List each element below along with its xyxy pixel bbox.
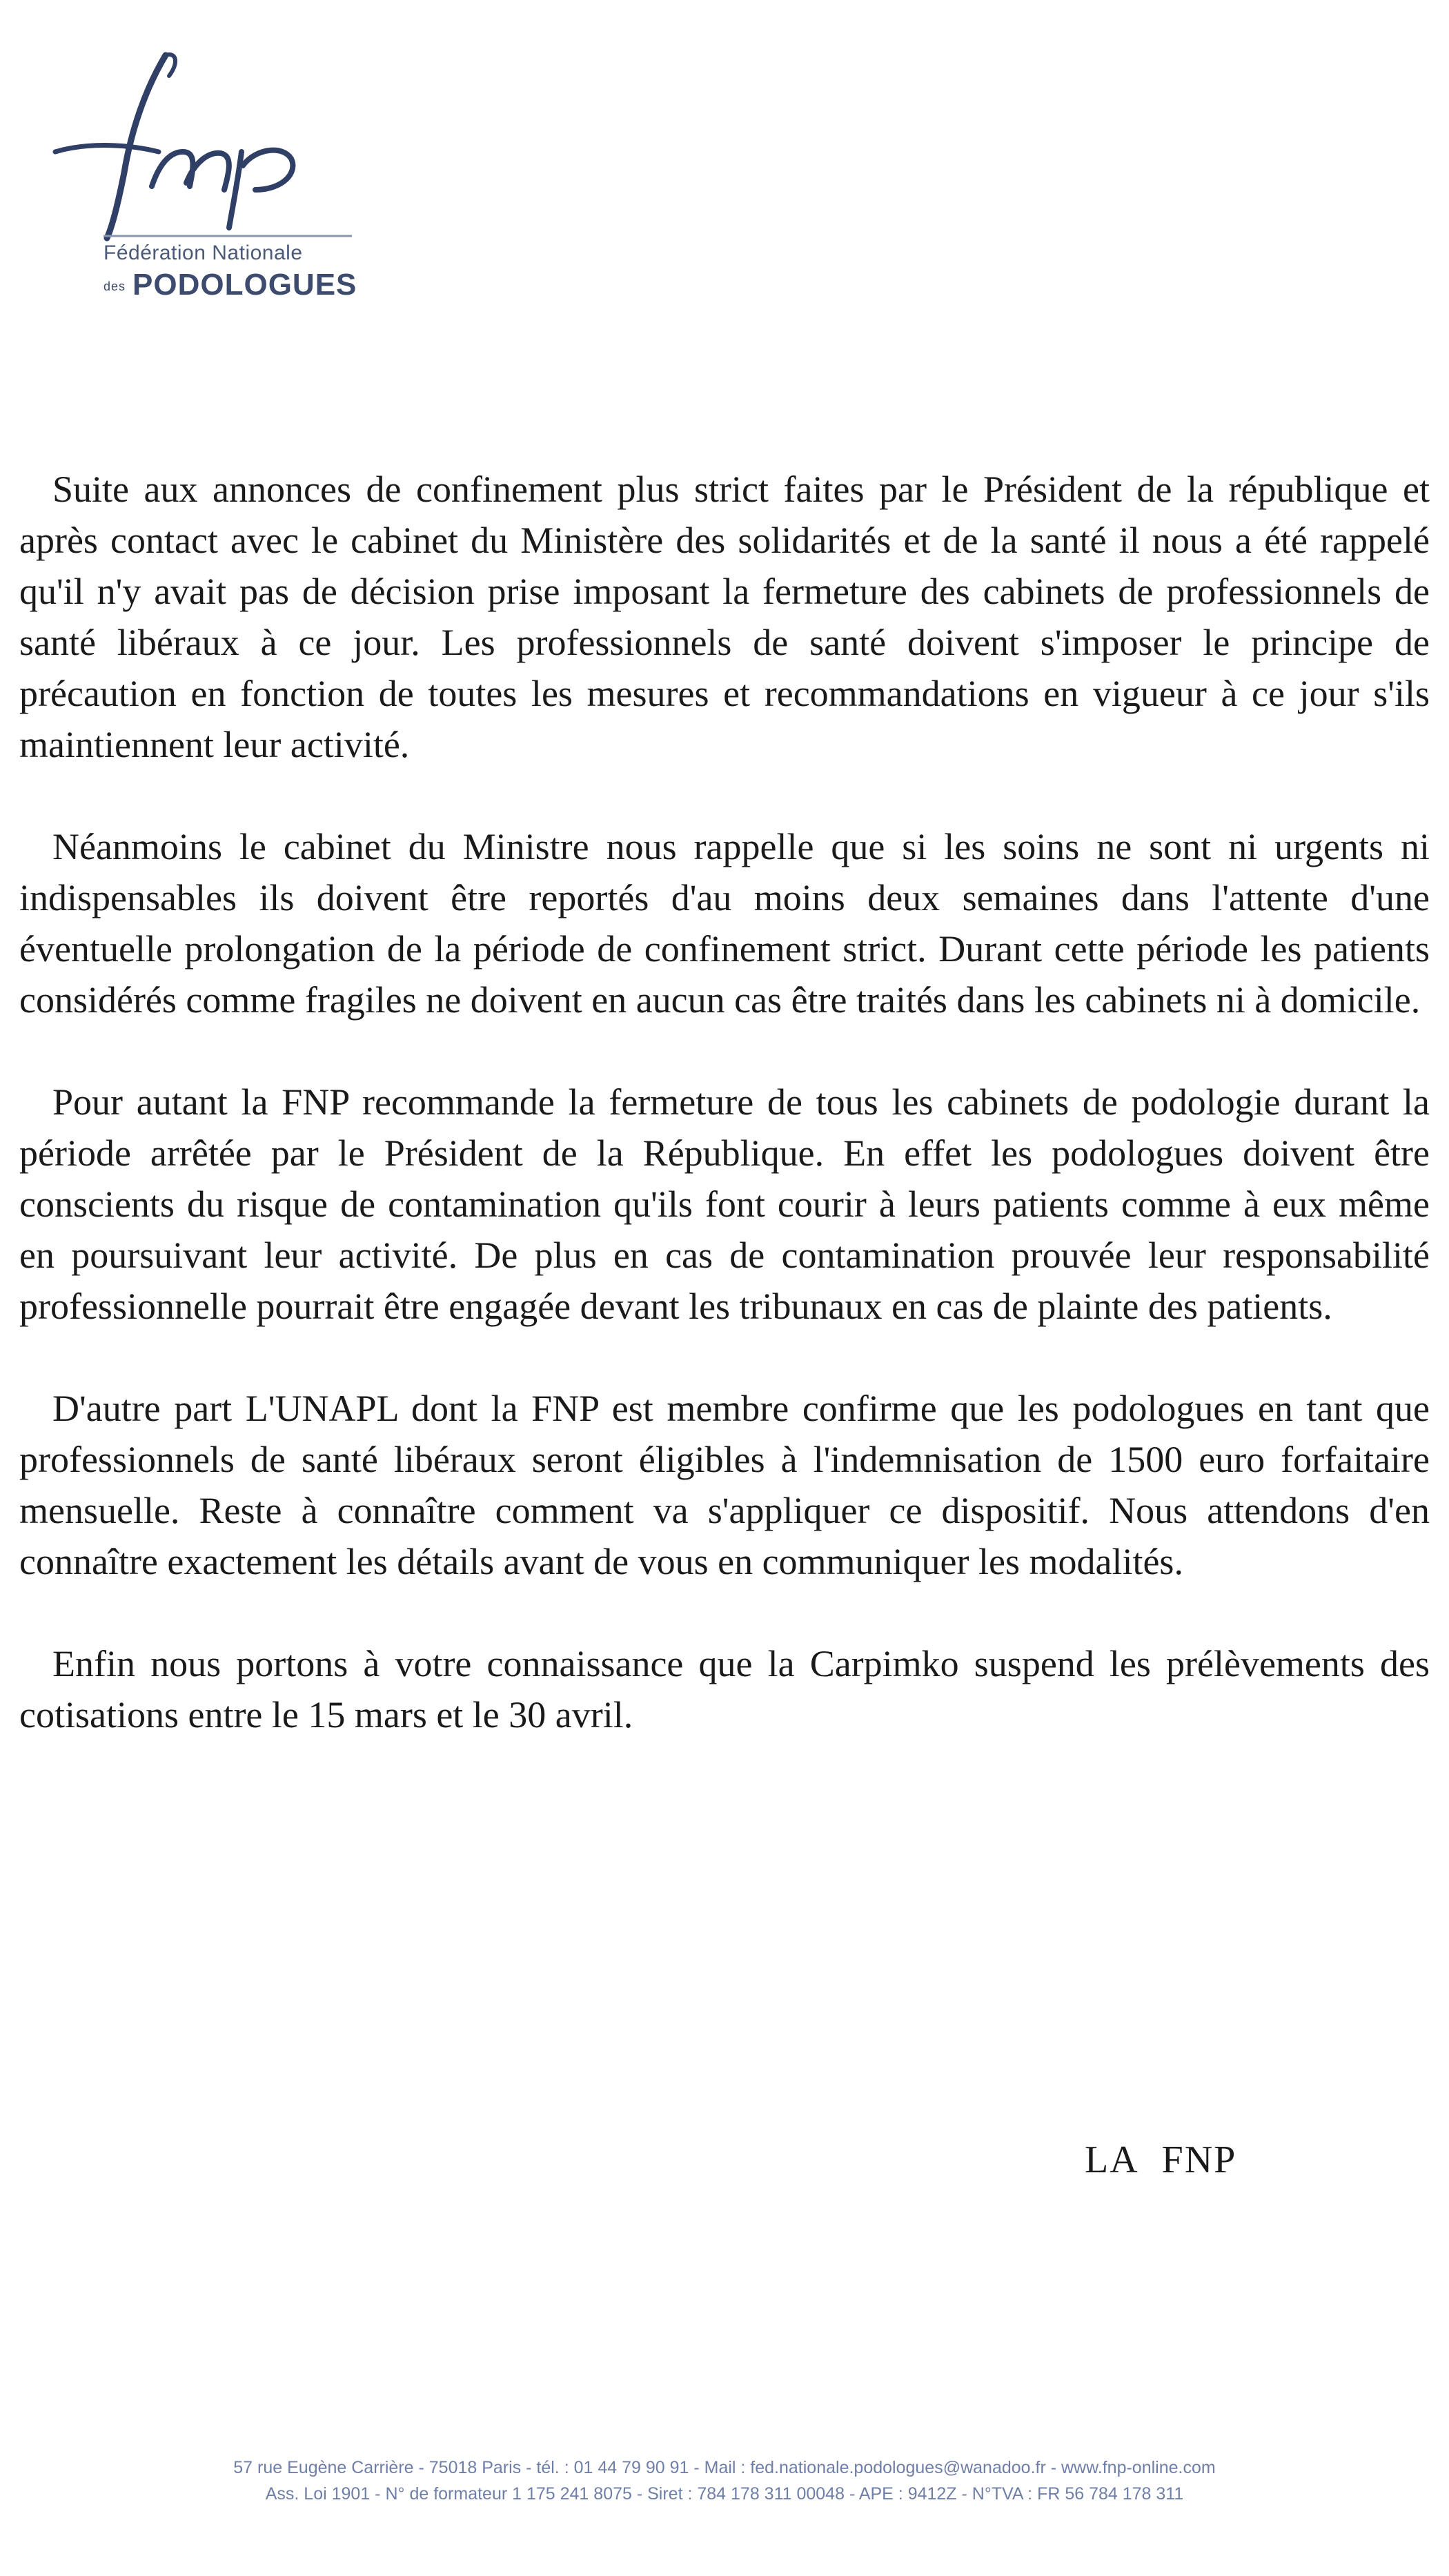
- signature: LA FNP: [1085, 2139, 1237, 2181]
- footer-legal: Ass. Loi 1901 - N° de formateur 1 175 241 8075 - Siret : 784 178 311 00048 - APE : 9412Z - N°TVA : FR 56 784 178 311: [265, 2484, 1184, 2504]
- logo-prefix: des: [103, 279, 126, 293]
- paragraph-2: Néanmoins le cabinet du Ministre nous rappelle que si les soins ne sont ni urgents ni indispensables ils doivent être reportés d'au moins deux semaines dans l'attente d'une éventuelle prolongation de la période de confinement strict. Durant cette période les patients considérés comme fragiles ne doivent en aucun cas être traités dans les cabinets ni à domicile.: [19, 826, 1430, 1021]
- footer-address: 57 rue Eugène Carrière - 75018 Paris - tél. : 01 44 79 90 91 - Mail : fed.nationale.podologues@wanadoo.fr - www.fnp-online.com: [233, 2458, 1216, 2477]
- fnp-logo: [48, 48, 366, 311]
- paragraph-4: D'autre part L'UNAPL dont la FNP est membre confirme que les podologues en tant que professionnels de santé libéraux seront éligibles à l'indemnisation de 1500 euro forfaitaire mensuelle. Reste à connaître comment va s'appliquer ce dispositif. Nous attendons d'en connaître exactement les détails avant de vous en communiquer les modalités.: [19, 1388, 1430, 1582]
- paragraph-5: Enfin nous portons à votre connaissance que la Carpimko suspend les prélèvements des cotisations entre le 15 mars et le 30 avril.: [19, 1643, 1430, 1736]
- paragraph-1: Suite aux annonces de confinement plus strict faites par le Président de la république et après contact avec le cabinet du Ministère des solidarités et de la santé il nous a été rappelé qu'il n'y avait pas de décision prise imposant la fermeture des cabinets de professionnels de santé libéraux à ce jour. Les professionnels de santé doivent s'imposer le principe de précaution en fonction de toutes les mesures et recommandations en vigueur à ce jour s'ils maintiennent leur activité.: [19, 469, 1430, 765]
- logo-line-federation: Fédération Nationale: [103, 242, 303, 264]
- letter-body: [19, 464, 1430, 1791]
- fnp-monogram-icon: [48, 48, 366, 242]
- logo-line-podologues: [103, 268, 357, 302]
- logo-podologues-text: PODOLOGUES: [132, 268, 357, 302]
- paragraph-3: Pour autant la FNP recommande la fermeture de tous les cabinets de podologie durant la période arrêtée par le Président de la République. En effet les podologues doivent être conscients du risque de contamination qu'ils font courir à leurs patients comme à eux même en poursuivant leur activité. De plus en cas de contamination prouvée leur responsabilité professionnelle pourrait être engagée devant les tribunaux en cas de plainte des patients.: [19, 1081, 1430, 1327]
